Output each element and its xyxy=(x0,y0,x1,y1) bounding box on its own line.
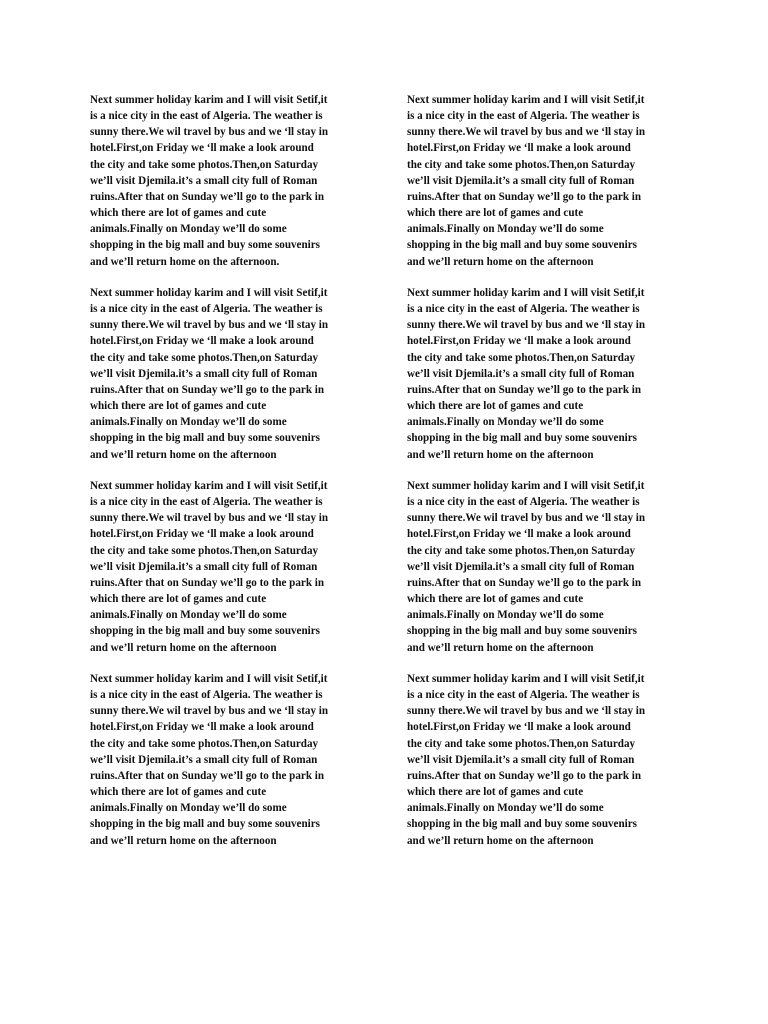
paragraph-right-4: Next summer holiday karim and I will visit Setif,it is a nice city in the east of Algeria. The weather is sunny there.We wil travel by bus and we ‘ll stay in hotel.First,on Friday we ‘ll make a look around the city and take some photos.Then,on Saturday we’ll visit Djemila.it’s a small city full of Roman ruins.After that on Sunday we’ll go to the park in which there are lot of games and cute animals.Finally on Monday we’ll do some shopping in the big mall and buy some souvenirs and we’ll return home on the afternoon xyxy=(407,673,646,847)
paragraph-left-1: Next summer holiday karim and I will visit Setif,it is a nice city in the east of Algeria. The weather is sunny there.We wil travel by bus and we ‘ll stay in hotel.First,on Friday we ‘ll make a look around the city and take some photos.Then,on Saturday we’ll visit Djemila.it’s a small city full of Roman ruins.After that on Sunday we’ll go to the park in which there are lot of games and cute animals.Finally on Monday we’ll do some shopping in the big mall and buy some souvenirs and we’ll return home on the afternoon. xyxy=(90,94,329,268)
paragraph-right-2: Next summer holiday karim and I will visit Setif,it is a nice city in the east of Algeria. The weather is sunny there.We wil travel by bus and we ‘ll stay in hotel.First,on Friday we ‘ll make a look around the city and take some photos.Then,on Saturday we’ll visit Djemila.it’s a small city full of Roman ruins.After that on Sunday we’ll go to the park in which there are lot of games and cute animals.Finally on Monday we’ll do some shopping in the big mall and buy some souvenirs and we’ll return home on the afternoon xyxy=(407,287,646,461)
paragraph-right-1: Next summer holiday karim and I will visit Setif,it is a nice city in the east of Algeria. The weather is sunny there.We wil travel by bus and we ‘ll stay in hotel.First,on Friday we ‘ll make a look around the city and take some photos.Then,on Saturday we’ll visit Djemila.it’s a small city full of Roman ruins.After that on Sunday we’ll go to the park in which there are lot of games and cute animals.Finally on Monday we’ll do some shopping in the big mall and buy some souvenirs and we’ll return home on the afternoon xyxy=(407,94,646,268)
paragraph-left-2: Next summer holiday karim and I will visit Setif,it is a nice city in the east of Algeria. The weather is sunny there.We wil travel by bus and we ‘ll stay in hotel.First,on Friday we ‘ll make a look around the city and take some photos.Then,on Saturday we’ll visit Djemila.it’s a small city full of Roman ruins.After that on Sunday we’ll go to the park in which there are lot of games and cute animals.Finally on Monday we’ll do some shopping in the big mall and buy some souvenirs and we’ll return home on the afternoon xyxy=(90,287,329,461)
paragraph-left-4: Next summer holiday karim and I will visit Setif,it is a nice city in the east of Algeria. The weather is sunny there.We wil travel by bus and we ‘ll stay in hotel.First,on Friday we ‘ll make a look around the city and take some photos.Then,on Saturday we’ll visit Djemila.it’s a small city full of Roman ruins.After that on Sunday we’ll go to the park in which there are lot of games and cute animals.Finally on Monday we’ll do some shopping in the big mall and buy some souvenirs and we’ll return home on the afternoon xyxy=(90,673,329,847)
paragraph-left-3: Next summer holiday karim and I will visit Setif,it is a nice city in the east of Algeria. The weather is sunny there.We wil travel by bus and we ‘ll stay in hotel.First,on Friday we ‘ll make a look around the city and take some photos.Then,on Saturday we’ll visit Djemila.it’s a small city full of Roman ruins.After that on Sunday we’ll go to the park in which there are lot of games and cute animals.Finally on Monday we’ll do some shopping in the big mall and buy some souvenirs and we’ll return home on the afternoon xyxy=(90,480,329,654)
paragraph-right-3: Next summer holiday karim and I will visit Setif,it is a nice city in the east of Algeria. The weather is sunny there.We wil travel by bus and we ‘ll stay in hotel.First,on Friday we ‘ll make a look around the city and take some photos.Then,on Saturday we’ll visit Djemila.it’s a small city full of Roman ruins.After that on Sunday we’ll go to the park in which there are lot of games and cute animals.Finally on Monday we’ll do some shopping in the big mall and buy some souvenirs and we’ll return home on the afternoon xyxy=(407,480,646,654)
